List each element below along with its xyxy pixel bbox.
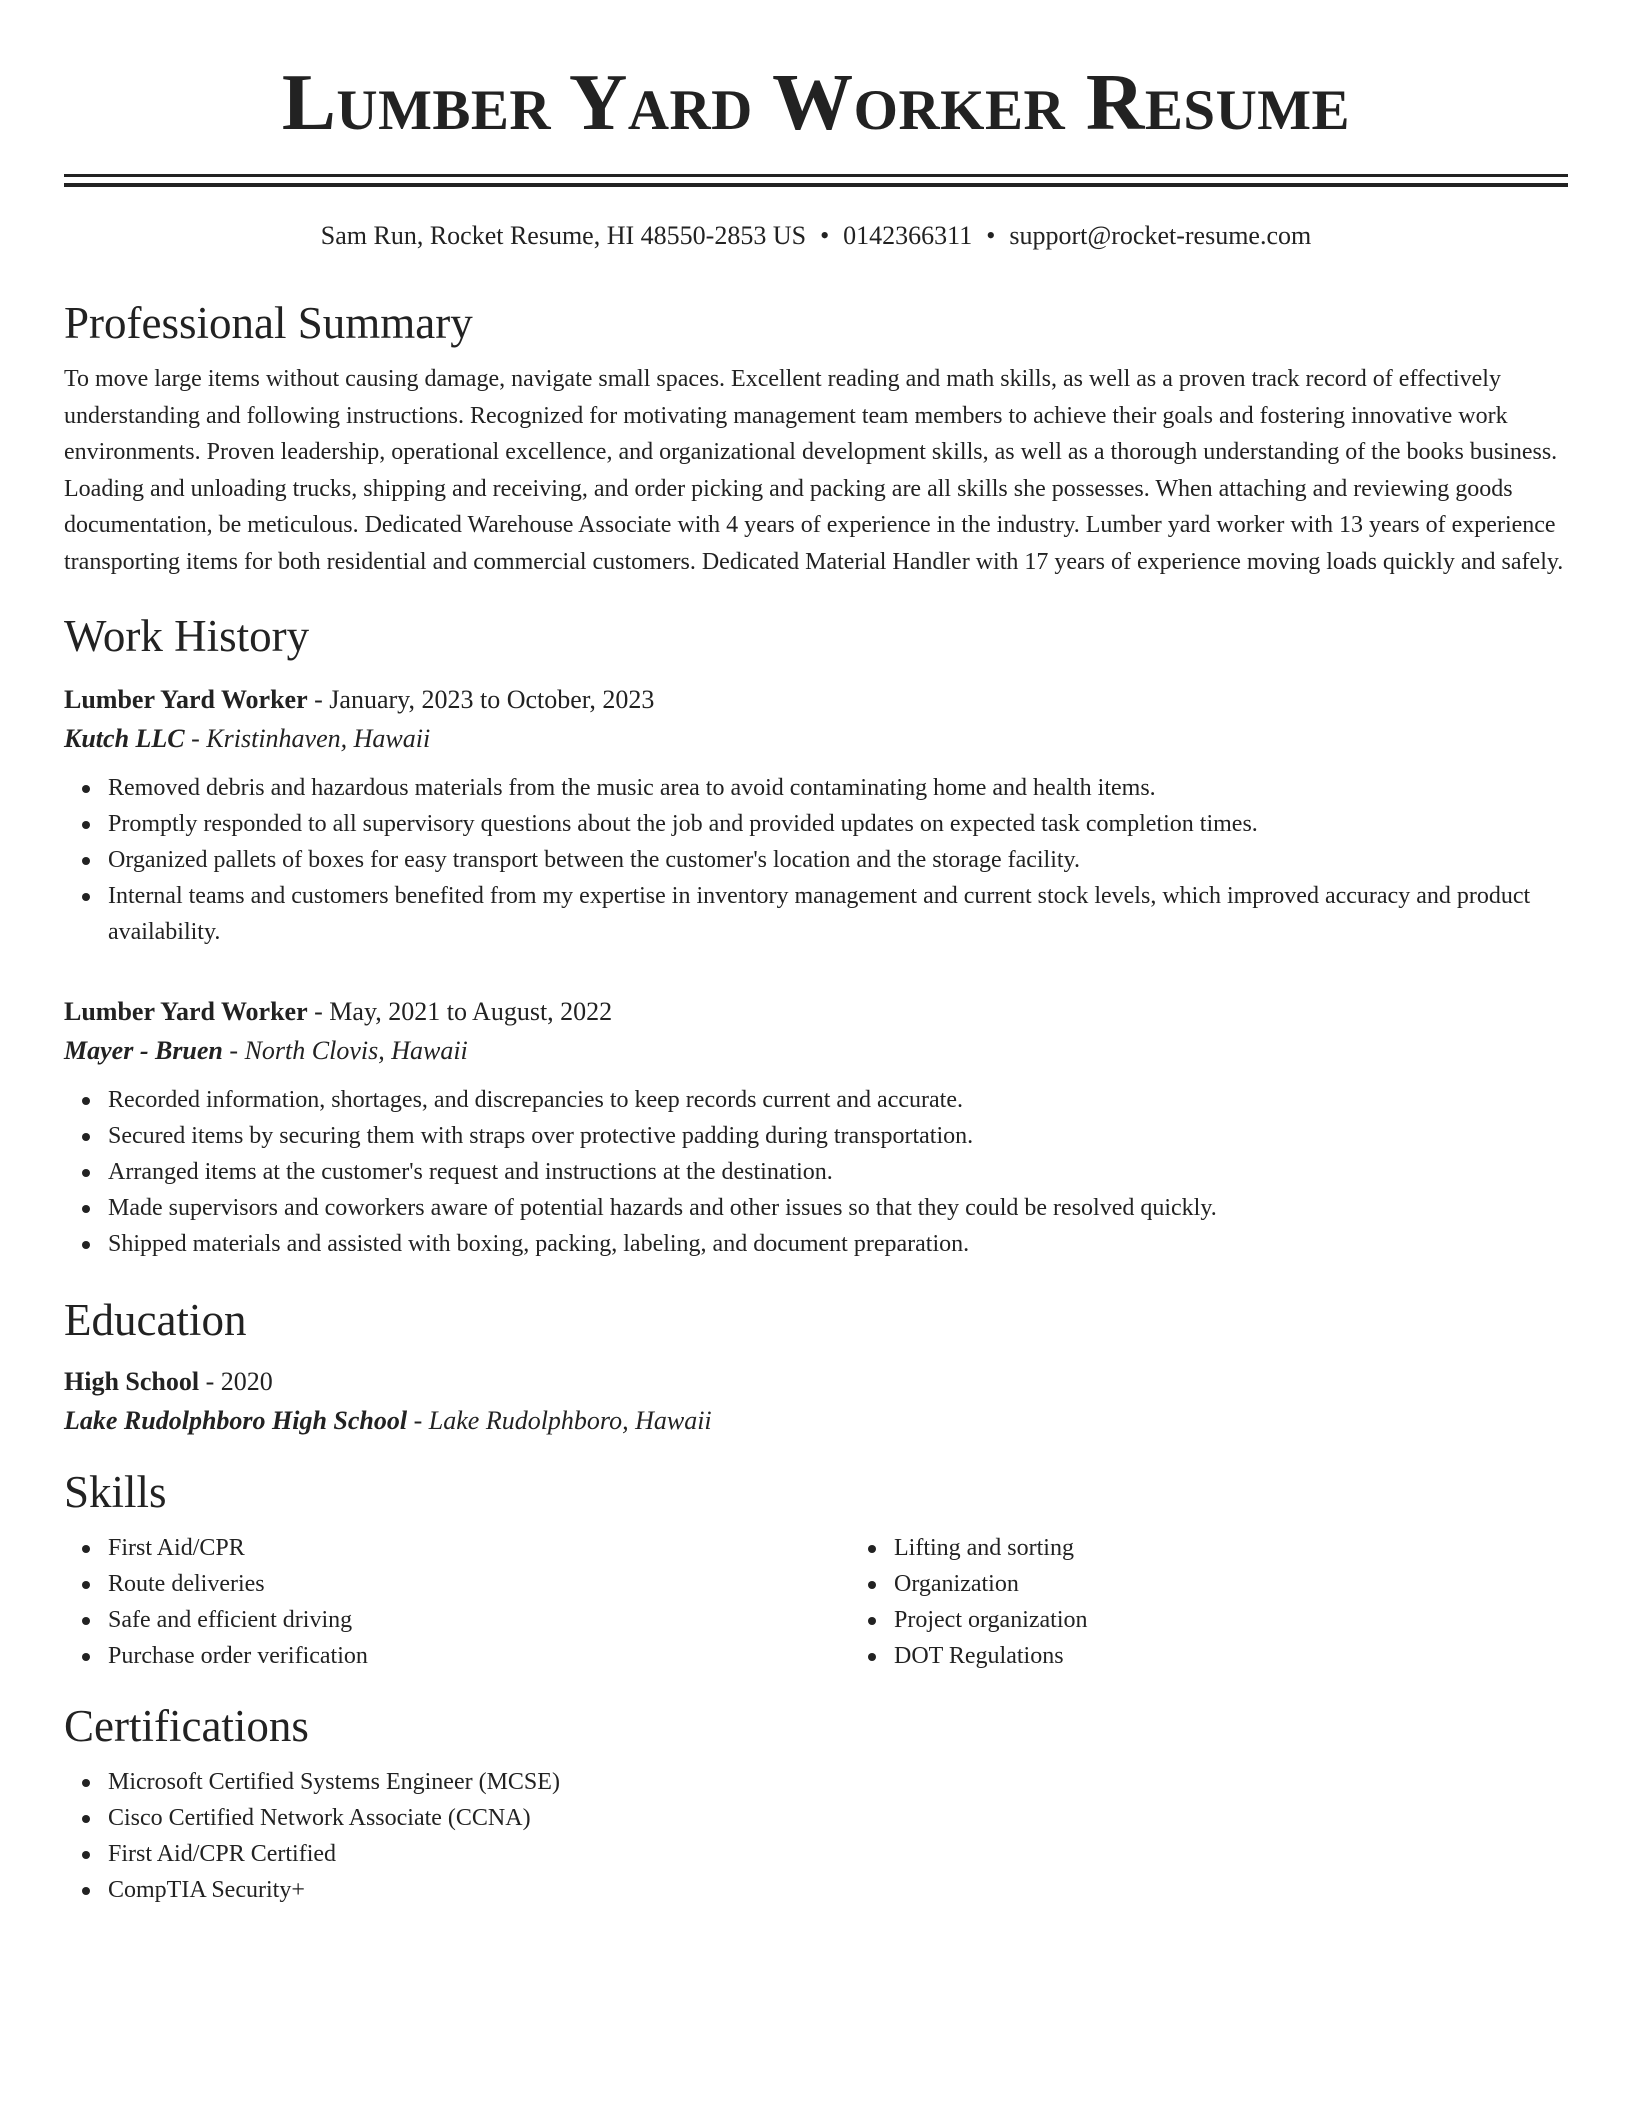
job-dates: - May, 2021 to August, 2022 bbox=[307, 997, 613, 1026]
skills-grid bbox=[64, 1530, 1568, 1674]
job-company: Mayer - Bruen bbox=[64, 1036, 223, 1065]
skills-heading: Skills bbox=[64, 1467, 167, 1517]
certifications-heading: Certifications bbox=[64, 1701, 309, 1751]
work-history-heading: Work History bbox=[64, 611, 310, 661]
list-item: First Aid/CPR bbox=[108, 1530, 850, 1566]
list-item: DOT Regulations bbox=[894, 1638, 1088, 1674]
job-title: Lumber Yard Worker bbox=[64, 997, 308, 1026]
job-duties-list bbox=[64, 770, 1568, 950]
education-year: - 2020 bbox=[199, 1367, 273, 1396]
list-item: Cisco Certified Network Associate (CCNA) bbox=[108, 1800, 1568, 1836]
education-heading: Education bbox=[64, 1295, 247, 1345]
list-item: Route deliveries bbox=[108, 1566, 850, 1602]
contact-separator: • bbox=[820, 221, 830, 250]
job-place-line bbox=[64, 1031, 1568, 1070]
contact-phone: 0142366311 bbox=[843, 221, 973, 250]
education-school-line bbox=[64, 1401, 1568, 1440]
job-entry bbox=[64, 680, 1568, 950]
skills-list-left bbox=[64, 1530, 850, 1674]
list-item: Made supervisors and coworkers aware of potential hazards and other issues so that they could be resolved quickly. bbox=[108, 1190, 1568, 1226]
resume-title: Lumber Yard Worker Resume bbox=[281, 57, 1351, 147]
job-company: Kutch LLC bbox=[64, 724, 185, 753]
contact-separator: • bbox=[986, 221, 996, 250]
list-item: Microsoft Certified Systems Engineer (MCSE) bbox=[108, 1764, 1568, 1800]
list-item: CompTIA Security+ bbox=[108, 1872, 1568, 1908]
list-item: Project organization bbox=[894, 1602, 1088, 1638]
list-item: Promptly responded to all supervisory questions about the job and provided updates on expected task completion times. bbox=[108, 806, 1568, 842]
list-item: Lifting and sorting bbox=[894, 1530, 1088, 1566]
title-rule-bottom bbox=[64, 183, 1568, 187]
job-duties-list bbox=[64, 1082, 1568, 1262]
education-school: Lake Rudolphboro High School bbox=[64, 1406, 408, 1435]
contact-email[interactable]: support@rocket-resume.com bbox=[1009, 221, 1312, 250]
contact-line bbox=[64, 221, 1568, 251]
list-item: Internal teams and customers benefited from my expertise in inventory management and current stock levels, which improved accuracy and product availability. bbox=[108, 878, 1568, 950]
job-location: - Kristinhaven, Hawaii bbox=[184, 724, 431, 753]
list-item: Removed debris and hazardous materials from the music area to avoid contaminating home and health items. bbox=[108, 770, 1568, 806]
education-entry bbox=[64, 1362, 1568, 1440]
list-item: Safe and efficient driving bbox=[108, 1602, 850, 1638]
job-entry bbox=[64, 992, 1568, 1262]
certifications-list bbox=[64, 1764, 1568, 1908]
job-role-line bbox=[64, 992, 1568, 1031]
list-item: Shipped materials and assisted with boxing, packing, labeling, and document preparation. bbox=[108, 1226, 1568, 1262]
education-degree-line bbox=[64, 1362, 1568, 1401]
list-item: Organization bbox=[894, 1566, 1088, 1602]
list-item: Secured items by securing them with straps over protective padding during transportation. bbox=[108, 1118, 1568, 1154]
job-dates: - January, 2023 to October, 2023 bbox=[307, 685, 655, 714]
job-role-line bbox=[64, 680, 1568, 719]
list-item: First Aid/CPR Certified bbox=[108, 1836, 1568, 1872]
contact-address: Sam Run, Rocket Resume, HI 48550-2853 US bbox=[320, 221, 807, 250]
list-item: Purchase order verification bbox=[108, 1638, 850, 1674]
list-item: Recorded information, shortages, and discrepancies to keep records current and accurate. bbox=[108, 1082, 1568, 1118]
list-item: Arranged items at the customer's request and instructions at the destination. bbox=[108, 1154, 1568, 1190]
job-title: Lumber Yard Worker bbox=[64, 685, 308, 714]
skills-list-right bbox=[850, 1530, 1088, 1674]
list-item: Organized pallets of boxes for easy transport between the customer's location and the storage facility. bbox=[108, 842, 1568, 878]
education-degree: High School bbox=[64, 1367, 200, 1396]
job-place-line bbox=[64, 719, 1568, 758]
title-rule-top bbox=[64, 174, 1568, 177]
job-location: - North Clovis, Hawaii bbox=[222, 1036, 468, 1065]
education-location: - Lake Rudolphboro, Hawaii bbox=[407, 1406, 712, 1435]
summary-text: To move large items without causing damage, navigate small spaces. Excellent reading and math skills, as well as a proven track record of effectively understanding and following instructions. Recognized for motivating management team members to achieve their goals and fostering innovative work environments. Proven leadership, operational excellence, and organizational development skills, as well as a thorough understanding of the books business. Loading and unloading trucks, shipping and receiving, and order picking and packing are all skills she possesses. When attaching and reviewing goods documentation, be meticulous. Dedicated Warehouse Associate with 4 years of experience in the industry. Lumber yard worker with 13 years of experience transporting items for both residential and commercial customers. Dedicated Material Handler with 17 years of experience moving loads quickly and safely. bbox=[64, 366, 1564, 575]
summary-heading: Professional Summary bbox=[64, 298, 473, 348]
